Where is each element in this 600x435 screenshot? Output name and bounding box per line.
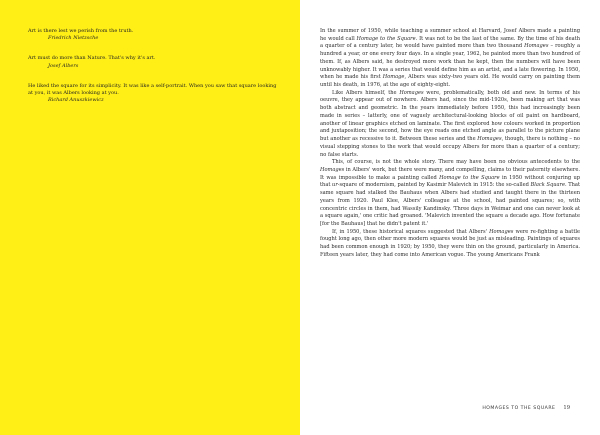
quote-text: Art is there lest we perish from the truth. [28,28,134,34]
quote-attribution: Josef Albers [48,62,79,69]
italic-title: Homage [382,74,405,81]
italic-title: Homage to the Square [356,35,416,42]
quote-2 [28,55,278,69]
italic-title: ur [332,182,338,189]
body-text [320,28,580,260]
page-footer [482,405,570,411]
page-number: 19 [563,405,570,411]
italic-title: Homage to the Square [439,174,500,181]
quote-attribution: Richard Anuszkiewicz [48,97,104,104]
italic-title: Homages [477,136,502,143]
quote-3 [28,83,278,105]
quote-text: He liked the square for its simplicity. It was like a self-portrait. When you saw that square looking at you, it was Albers looking at you. [28,82,277,97]
running-head: HOMAGES TO THE SQUARE [482,406,556,411]
right-page [300,0,600,435]
paragraph-2: Like Albers himself, the Homages were, problematically, both old and new. In terms of his oeuvre, they appear out of nowhere. Albers had, since the mid-1920s, been making art that was both abstract and geometric. In the years immediately before 1950, this had increasingly been made in series – latterly, one of vaguely architectural-looking blocks of oil paint on hardboard, another of linear graphics etched on laminate. The first explored how colours worked in proportion and juxtaposition; the second, how the eye reads one etched angle as parallel to the picture plane but another as recessive to it. Between these series and the Homages, though, there is nothing – no visual stepping stones to the work that would occupy Albers for more than a quarter of a century; no false starts. [320,89,581,158]
quote-text: Art must do more than Nature. That's why it's art. [28,55,156,62]
paragraph-1: In the summer of 1950, while teaching a summer school at Harvard, Josef Albers made a painting he would call Homage to the Square. It was not to be the last of the same. By the time of his death a quarter of a century later, he would have painted more than two thousand Homages – roughly a hundred a year, or one every four days. In a single year, 1962, he painted more than two hundred of them. If, as Albers said, he destroyed more work than he kept, then the numbers will have been unknowably higher. It was a series that would define him as an artist, and a late flowering. In 1950, when he made his first Homage, Albers was sixty-two years old. He would carry on painting them until his death, in 1976, at the age of eighty-eight. [320,28,581,89]
paragraph-4: If, in 1950, these historical squares suggested that Albers' Homages were re-fighting a battle fought long ago, then other more modern squares would be just as misleading. Paintings of squares had been common enough in 1920; by 1950, they were thin on the ground, particularly in America. Fifteen years later, they had come into American vogue. The young Americans Frank [320,228,581,258]
italic-title: Homages [399,89,424,96]
epigraph-quotes [28,28,278,117]
italic-title: Homages [489,228,514,235]
italic-title: Homages [320,166,345,173]
italic-title: Black Square [530,182,565,189]
italic-title: Homages [524,43,549,50]
quote-attribution: Friedrich Nietzsche [48,35,99,42]
paragraph-3: This, of course, is not the whole story. There may have been no obvious antecedents to the Homages in Albers' work, but there were many, and compelling, claims to their paternity elsewhere. It was impossible to make a painting called Homage to the Square in 1950 without conjuring up that ur-square of modernism, painted by Kasimir Malevich in 1915: the so-called Black Square. That same square had stalked the Bauhaus when Albers had studied and taught there in the thirteen years from 1920. Paul Klee, Albers' colleague at the school, had painted squares; so, with concentric circles in them, had Wassily Kandinsky. 'Three days in Weimar and one can never look at a square again,' one critic had groaned. 'Malevich invented the square a decade ago. How fortunate [for the Bauhaus] that he didn't patent it.' [320,159,580,227]
quote-1 [28,28,278,42]
